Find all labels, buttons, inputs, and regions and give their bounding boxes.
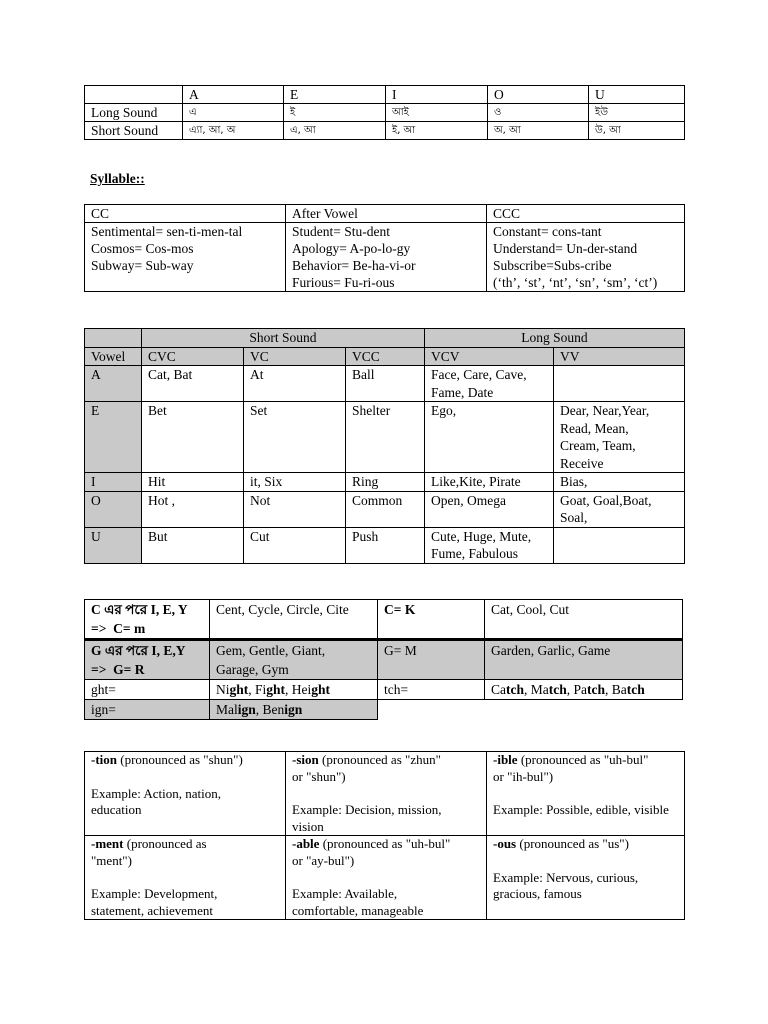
list-item: Constant= cons-tant bbox=[493, 224, 602, 239]
ign-examples-cell bbox=[210, 700, 378, 720]
suffix-desc: (pronounced as "shun") bbox=[117, 752, 243, 767]
table-cell: এ্যা, আ, অ bbox=[183, 122, 284, 140]
ign-rule-cell: ign= bbox=[85, 700, 210, 720]
suffix-label: -ous bbox=[493, 836, 517, 851]
suffix-label: -sion bbox=[292, 752, 319, 767]
text: , Pa bbox=[566, 682, 587, 697]
empty-cell bbox=[485, 700, 683, 720]
suffix-cell bbox=[85, 752, 286, 836]
table-row bbox=[85, 527, 685, 563]
suffix-cell bbox=[487, 836, 685, 920]
suffix-cell bbox=[286, 836, 487, 920]
suffix-desc: or "shun") bbox=[292, 768, 346, 784]
list-item: Subway= Sub-way bbox=[91, 258, 194, 273]
row-label: Long Sound bbox=[85, 104, 183, 122]
list-item: Apology= A-po-lo-gy bbox=[292, 241, 411, 256]
rule-line: C এর পরে I, E, Y bbox=[91, 602, 188, 617]
spacer bbox=[91, 769, 279, 786]
table-header: I bbox=[386, 86, 488, 104]
list-item: Behavior= Be-ha-vi-or bbox=[292, 258, 416, 273]
table-cell bbox=[554, 366, 685, 402]
tch-rule-cell: tch= bbox=[378, 680, 485, 700]
suffix-desc: or "ih-bul") bbox=[493, 768, 554, 784]
spacer bbox=[493, 785, 678, 802]
example-line: statement, achievement bbox=[91, 902, 214, 918]
g-examples-cell bbox=[210, 640, 378, 680]
suffix-desc: (pronounced as "zhun" bbox=[318, 752, 441, 767]
example-line: Example: Possible, edible, visible bbox=[493, 802, 669, 817]
table-cell: Common bbox=[346, 491, 425, 527]
table-row bbox=[85, 366, 685, 402]
text: , Hei bbox=[285, 682, 312, 697]
table-row bbox=[85, 205, 685, 223]
table-cell bbox=[554, 473, 685, 492]
table-row bbox=[85, 223, 685, 292]
gm-examples-cell: Garden, Garlic, Game bbox=[485, 640, 683, 680]
table-cell: Not bbox=[244, 491, 346, 527]
table-cell: Cut bbox=[244, 527, 346, 563]
table-row bbox=[85, 104, 685, 122]
text: Ni bbox=[216, 682, 230, 697]
table-cell: Set bbox=[244, 402, 346, 473]
table-cell: ইউ bbox=[589, 104, 685, 122]
table-row bbox=[85, 836, 685, 920]
cg-rules-table bbox=[84, 599, 683, 720]
suffix-label: -able bbox=[292, 836, 320, 851]
table-cell: Hot , bbox=[142, 491, 244, 527]
text: , Fi bbox=[248, 682, 267, 697]
table-header: VCC bbox=[346, 347, 425, 366]
table-cell: Shelter bbox=[346, 402, 425, 473]
ck-rule-cell: C= K bbox=[378, 600, 485, 640]
table-cell: Ball bbox=[346, 366, 425, 402]
cell-line: Gem, Gentle, Giant, bbox=[216, 643, 326, 658]
list-item: (‘th’, ‘st’, ‘nt’, ‘sn’, ‘sm’, ‘ct’) bbox=[493, 275, 658, 290]
vowel-cell: U bbox=[85, 527, 142, 563]
table-header: Vowel bbox=[85, 347, 142, 366]
cell-line: Open, Omega bbox=[431, 492, 506, 508]
suffix-cell bbox=[85, 836, 286, 920]
example-line: Example: Development, bbox=[91, 886, 218, 901]
cell-line: Cute, Huge, Mute, bbox=[431, 528, 532, 544]
table-header: CCC bbox=[487, 205, 685, 223]
highlight: ign bbox=[284, 702, 303, 717]
g-rule-cell bbox=[85, 640, 210, 680]
suffix-desc: or "ay-bul") bbox=[292, 852, 355, 868]
highlight: tch bbox=[587, 682, 605, 697]
spacer bbox=[91, 869, 279, 886]
example-line: Example: Nervous, curious, bbox=[493, 869, 639, 885]
example-line: gracious, famous bbox=[493, 886, 582, 901]
cell-line: Ego, bbox=[431, 403, 457, 418]
table-cell bbox=[425, 402, 554, 473]
example-line: Example: Available, bbox=[292, 886, 398, 901]
group-header-long-sound: Long Sound bbox=[425, 329, 685, 348]
table-cell bbox=[554, 491, 685, 527]
table-cell bbox=[85, 86, 183, 104]
table-row bbox=[85, 473, 685, 492]
cell-line: Garage, Gym bbox=[216, 662, 289, 677]
vowel-cell: E bbox=[85, 402, 142, 473]
vowel-cell: I bbox=[85, 473, 142, 492]
text: Ca bbox=[491, 682, 506, 697]
suffix-desc: (pronounced as "uh-bul" bbox=[517, 752, 649, 767]
list-item: Understand= Un-der-stand bbox=[493, 241, 638, 256]
table-header: CC bbox=[85, 205, 286, 223]
table-cell: এ bbox=[183, 104, 284, 122]
table-row bbox=[85, 86, 685, 104]
cell-line: Receive bbox=[560, 455, 604, 471]
syllable-ccc-cell bbox=[487, 223, 685, 292]
table-cell: অ, আ bbox=[488, 122, 589, 140]
vowel-cell: A bbox=[85, 366, 142, 402]
text: , Ma bbox=[524, 682, 549, 697]
rule-line: G এর পরে I, E,Y bbox=[91, 643, 186, 658]
table-header: E bbox=[284, 86, 386, 104]
list-item: Cosmos= Cos-mos bbox=[91, 241, 194, 256]
table-cell bbox=[425, 491, 554, 527]
table-cell: At bbox=[244, 366, 346, 402]
tch-examples-cell bbox=[485, 680, 683, 700]
gm-rule-cell: G= M bbox=[378, 640, 485, 680]
suffix-cell bbox=[487, 752, 685, 836]
rule-line: => C= m bbox=[91, 621, 146, 636]
table-cell: ই, আ bbox=[386, 122, 488, 140]
table-row bbox=[85, 347, 685, 366]
table-header: O bbox=[488, 86, 589, 104]
c-examples-cell: Cent, Cycle, Circle, Cite bbox=[210, 600, 378, 640]
highlight: ght bbox=[311, 682, 331, 697]
table-header: VC bbox=[244, 347, 346, 366]
list-item: Student= Stu-dent bbox=[292, 224, 390, 239]
table-row bbox=[85, 680, 683, 700]
list-item: Subscribe=Subs-cribe bbox=[493, 258, 612, 273]
table-row bbox=[85, 752, 685, 836]
highlight: ght bbox=[266, 682, 286, 697]
ght-rule-cell: ght= bbox=[85, 680, 210, 700]
syllable-cc-cell bbox=[85, 223, 286, 292]
cell-line: Fame, Date bbox=[431, 384, 494, 400]
highlight: ght bbox=[229, 682, 249, 697]
table-cell: it, Six bbox=[244, 473, 346, 492]
table-header: VV bbox=[554, 347, 685, 366]
syllable-after-vowel-cell bbox=[286, 223, 487, 292]
table-cell: আই bbox=[386, 104, 488, 122]
empty-cell bbox=[378, 700, 485, 720]
suffix-desc: (pronounced as bbox=[123, 836, 207, 851]
table-row bbox=[85, 700, 683, 720]
cell-line: Goat, Goal,Boat, bbox=[560, 492, 652, 508]
example-line: vision bbox=[292, 818, 324, 834]
table-cell: Bet bbox=[142, 402, 244, 473]
spacer bbox=[292, 785, 480, 802]
highlight: tch bbox=[506, 682, 524, 697]
cell-line: Soal, bbox=[560, 510, 588, 525]
text: Mal bbox=[216, 702, 238, 717]
table-cell: উ, আ bbox=[589, 122, 685, 140]
suffix-label: -tion bbox=[91, 752, 117, 767]
cell-line: Bias, bbox=[560, 474, 588, 489]
table-row bbox=[85, 600, 683, 640]
spacer bbox=[493, 853, 678, 870]
table-cell: Hit bbox=[142, 473, 244, 492]
list-item: Sentimental= sen-ti-men-tal bbox=[91, 224, 243, 239]
highlight: ign bbox=[237, 702, 256, 717]
table-header: A bbox=[183, 86, 284, 104]
suffix-cell bbox=[286, 752, 487, 836]
suffix-desc: (pronounced as "uh-bul" bbox=[319, 836, 451, 851]
suffix-label: -ment bbox=[91, 836, 124, 851]
highlight: tch bbox=[548, 682, 567, 697]
table-row bbox=[85, 491, 685, 527]
syllable-heading: Syllable:: bbox=[90, 171, 145, 186]
table-header: CVC bbox=[142, 347, 244, 366]
table-cell bbox=[425, 473, 554, 492]
table-cell bbox=[554, 527, 685, 563]
table-cell: But bbox=[142, 527, 244, 563]
table-cell bbox=[425, 366, 554, 402]
c-rule-cell bbox=[85, 600, 210, 640]
table-row bbox=[85, 640, 683, 680]
table-cell bbox=[425, 527, 554, 563]
suffix-label: -ible bbox=[493, 752, 518, 767]
list-item: Furious= Fu-ri-ous bbox=[292, 275, 395, 290]
cell-line: Fume, Fabulous bbox=[431, 546, 519, 561]
cell-line: Face, Care, Cave, bbox=[431, 367, 527, 382]
table-header: After Vowel bbox=[286, 205, 487, 223]
row-label: Short Sound bbox=[85, 122, 183, 140]
table-row bbox=[85, 402, 685, 473]
ck-examples-cell: Cat, Cool, Cut bbox=[485, 600, 683, 640]
table-cell: Push bbox=[346, 527, 425, 563]
table-cell: Ring bbox=[346, 473, 425, 492]
table-header: VCV bbox=[425, 347, 554, 366]
suffix-desc: "ment") bbox=[91, 852, 132, 868]
table-row bbox=[85, 122, 685, 140]
spacer bbox=[292, 869, 480, 886]
vowel-pattern-table bbox=[84, 328, 685, 564]
syllable-table bbox=[84, 204, 685, 292]
vowel-cell: O bbox=[85, 491, 142, 527]
table-cell: ও bbox=[488, 104, 589, 122]
vowel-sound-table bbox=[84, 85, 685, 140]
cell-line: Like,Kite, Pirate bbox=[431, 474, 521, 489]
group-header-short-sound: Short Sound bbox=[142, 329, 425, 348]
table-cell bbox=[554, 402, 685, 473]
table-cell bbox=[85, 329, 142, 348]
table-header: U bbox=[589, 86, 685, 104]
example-line: Example: Action, nation, bbox=[91, 785, 221, 801]
cell-line: Read, Mean, bbox=[560, 420, 629, 436]
ght-examples-cell bbox=[210, 680, 378, 700]
example-line: Example: Decision, mission, bbox=[292, 802, 442, 817]
rule-line: => G= R bbox=[91, 662, 145, 677]
suffix-table bbox=[84, 751, 685, 920]
table-cell: Cat, Bat bbox=[142, 366, 244, 402]
cell-line: Cream, Team, bbox=[560, 438, 636, 453]
text: , Ben bbox=[255, 702, 285, 717]
highlight: tch bbox=[626, 682, 645, 697]
table-row bbox=[85, 329, 685, 348]
example-line: education bbox=[91, 802, 142, 817]
cell-line: Dear, Near,Year, bbox=[560, 403, 650, 418]
text: , Ba bbox=[605, 682, 627, 697]
suffix-desc: (pronounced as "us") bbox=[516, 836, 629, 851]
table-cell: ই bbox=[284, 104, 386, 122]
table-cell: এ, আ bbox=[284, 122, 386, 140]
example-line: comfortable, manageable bbox=[292, 902, 424, 918]
